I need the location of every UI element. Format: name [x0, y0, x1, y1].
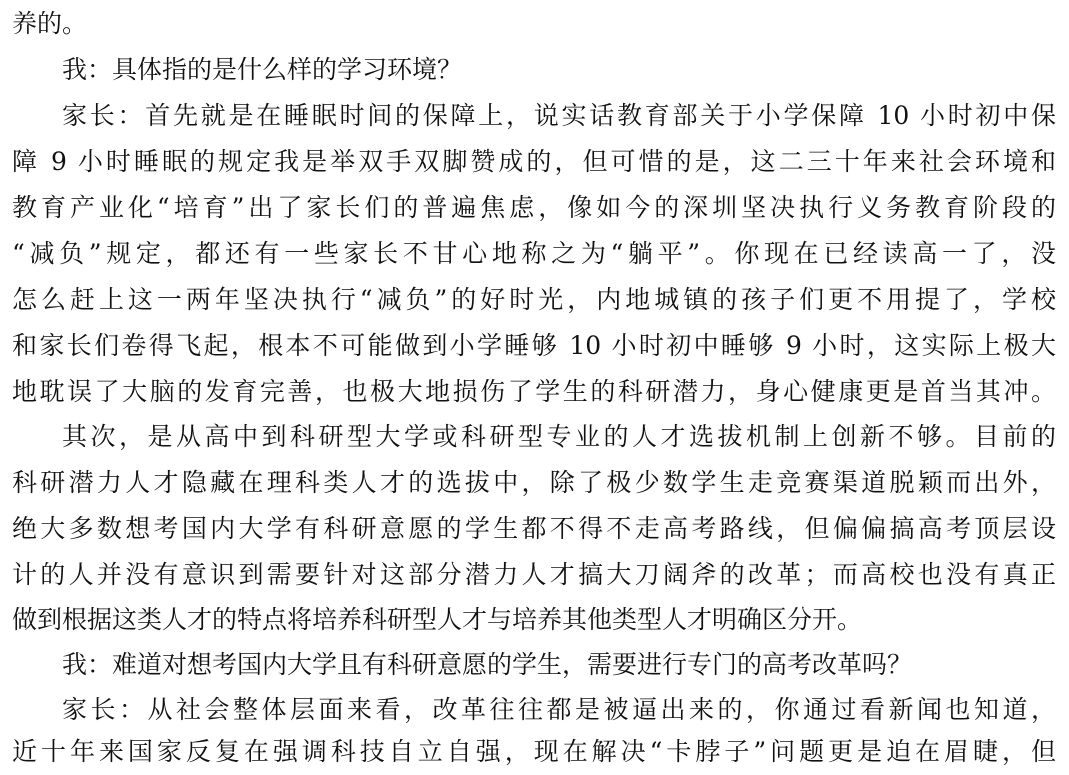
text-line-4: 障 9 小时睡眠的规定我是举双手双脚赞成的，但可惜的是，这二三十年来社会环境和 — [12, 147, 1056, 176]
text-line-3: 家长：首先就是在睡眠时间的保障上，说实话教育部关于小学保障 10 小时初中保 — [62, 101, 1056, 130]
text-line-17: 近十年来国家反复在强调科技自立自强，现在解决“卡脖子”问题更是迫在眉睫，但 — [12, 737, 1056, 766]
text-line-9: 地耽误了大脑的发育完善，也极大地损伤了学生的科研潜力，身心健康更是首当其冲。 — [12, 377, 1056, 406]
text-line-15: 我：难道对想考国内大学且有科研意愿的学生，需要进行专门的高考改革吗？ — [62, 650, 913, 679]
text-line-6: “减负”规定，都还有一些家长不甘心地称之为“躺平”。你现在已经读高一了，没 — [12, 239, 1056, 268]
text-line-5: 教育产业化“培育”出了家长们的普遍焦虑，像如今的深圳坚决执行义务教育阶段的 — [12, 193, 1056, 222]
text-line-11: 科研潜力人才隐藏在理科类人才的选拔中，除了极少数学生走竞赛渠道脱颖而出外， — [12, 468, 1056, 497]
text-line-1: 养的。 — [12, 9, 88, 38]
text-line-2: 我：具体指的是什么样的学习环境？ — [62, 55, 463, 84]
text-line-13: 计的人并没有意识到需要针对这部分潜力人才搞大刀阔斧的改革；而高校也没有真正 — [12, 560, 1056, 589]
text-line-8: 和家长们卷得飞起，根本不可能做到小学睡够 10 小时初中睡够 9 小时，这实际上极大 — [12, 331, 1056, 360]
text-line-10: 其次，是从高中到科研型大学或科研型专业的人才选拔机制上创新不够。目前的 — [62, 422, 1056, 451]
text-line-12: 绝大多数想考国内大学有科研意愿的学生都不得不走高考路线，但偏偏搞高考顶层设 — [12, 514, 1056, 543]
text-line-14: 做到根据这类人才的特点将培养科研型人才与培养其他类型人才明确区分开。 — [12, 605, 863, 634]
text-line-7: 怎么赶上这一两年坚决执行“减负”的好时光，内地城镇的孩子们更不用提了，学校 — [12, 285, 1056, 314]
text-line-16: 家长：从社会整体层面来看，改革往往都是被逼出来的，你通过看新闻也知道， — [62, 695, 1056, 724]
